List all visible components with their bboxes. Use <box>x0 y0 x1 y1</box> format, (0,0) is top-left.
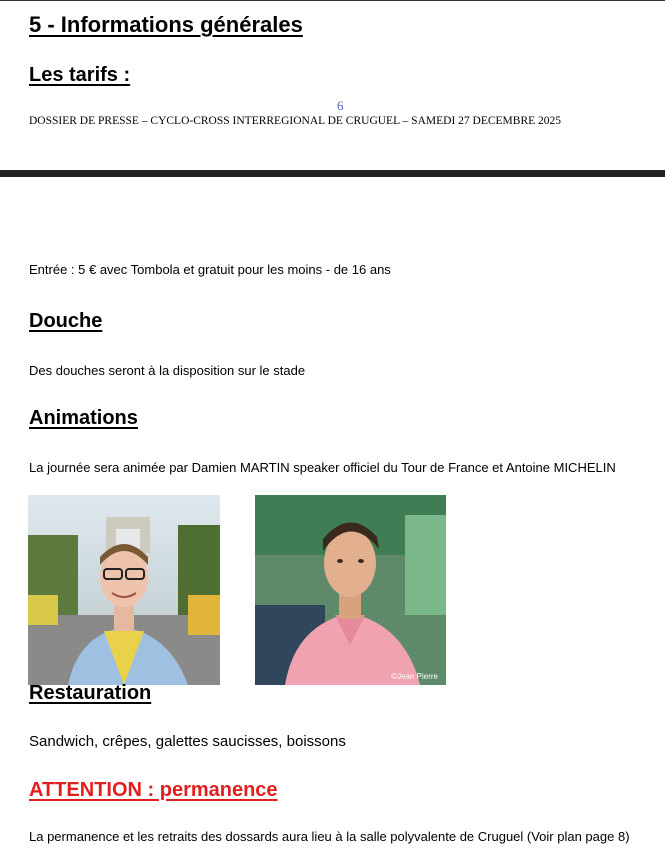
animations-heading: Animations <box>29 407 138 429</box>
restauration-text: Sandwich, crêpes, galettes saucisses, boissons <box>29 733 346 750</box>
attention-text: La permanence et les retraits des dossards aura lieu à la salle polyvalente de Cruguel (Voir plan page 8) <box>29 829 630 844</box>
tarifs-heading: Les tarifs : <box>29 64 131 86</box>
top-rule <box>0 0 665 1</box>
speaker-photo-antoine-michelin <box>255 495 446 685</box>
section-title: 5 - Informations générales <box>29 12 303 37</box>
animations-text: La journée sera animée par Damien MARTIN speaker officiel du Tour de France et Antoine MICHELIN <box>29 460 616 475</box>
speaker-photo-damien-martin <box>28 495 220 685</box>
douche-text: Des douches seront à la disposition sur le stade <box>29 363 306 378</box>
page-break-rule <box>0 170 665 177</box>
attention-heading: ATTENTION : permanence <box>29 779 278 801</box>
photo-watermark: ©Jean Pierre <box>391 672 438 681</box>
tarifs-text: Entrée : 5 € avec Tombola et gratuit pour les moins - de 16 ans <box>29 262 391 277</box>
restauration-heading: Restauration <box>29 682 152 704</box>
douche-heading: Douche <box>29 310 103 332</box>
page-footer-text: DOSSIER DE PRESSE – CYCLO-CROSS INTERREGIONAL DE CRUGUEL – SAMEDI 27 DECEMBRE 2025 <box>29 115 562 127</box>
page-number: 6 <box>337 98 344 113</box>
